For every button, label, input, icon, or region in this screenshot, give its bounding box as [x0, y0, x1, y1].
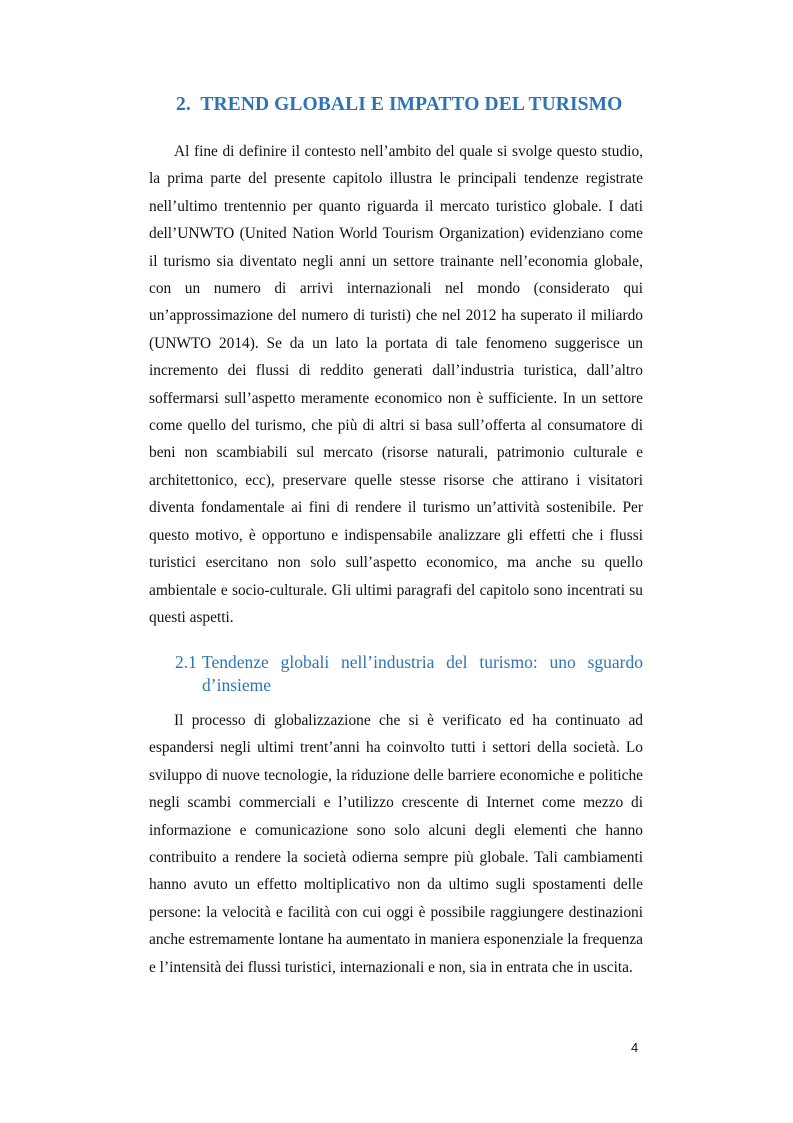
- section-number: 2.1: [175, 652, 197, 672]
- body-paragraph-2: Il processo di globalizzazione che si è verificato ed ha continuato ad espandersi negli ultimi trent’anni ha coinvolto tutti i settori della società. Lo sviluppo di nuove tecnologie, la riduzione delle barriere economiche e politiche negli scambi commerciali e l’utilizzo crescente di Internet come mezzo di informazione e comunicazione sono solo alcuni degli elementi che hanno contribuito a rendere la società odierna sempre più globale. Tali cambiamenti hanno avuto un effetto moltiplicativo non da ultimo sugli spostamenti delle persone: la velocità e facilità con cui oggi è possibile raggiungere destinazioni anche estremamente lontane ha aumentato in maniera esponenziale la frequenza e l’intensità dei flussi turistici, internazionali e non, sia in entrata che in uscita.: [149, 712, 643, 976]
- page-number: 4: [631, 1040, 639, 1055]
- section-heading: [175, 651, 643, 697]
- body-paragraph-1: Al fine di definire il contesto nell’ambito del quale si svolge questo studio, la prima parte del presente capitolo illustra le principali tendenze registrate nell’ultimo trentennio per quanto riguarda il mercato turistico globale. I dati dell’UNWTO (United Nation World Tourism Organization) evidenziano come il turismo sia diventato negli anni un settore trainante nell’economia globale, con un numero di arrivi internazionali nel mondo (considerato qui un’approssimazione del numero di turisti) che nel 2012 ha superato il miliardo (UNWTO 2014). Se da un lato la portata di tale fenomeno suggerisce un incremento dei flussi di reddito generati dall’industria turistica, dall’altro soffermarsi sull’aspetto meramente economico non è sufficiente. In un settore come quello del turismo, che più di altri si basa sull’offerta al consumatore di beni non scambiabili sul mercato (risorse naturali, patrimonio culturale e architettonico, ecc), preservare quelle stesse risorse che attirano i visitatori diventa fondamentale ai fini di rendere il turismo un’attività sostenibile. Per questo motivo, è opportuno e indispensabile analizzare gli effetti che i flussi turistici esercitano non solo sull’aspetto economico, ma anche su quello ambientale e socio-culturale. Gli ultimi paragrafi del capitolo sono incentrati su questi aspetti.: [149, 143, 643, 626]
- chapter-title: 2. TREND GLOBALI E IMPATTO DEL TURISMO: [176, 94, 623, 115]
- section-title: Tendenze globali nell’industria del turismo: uno sguardo d’insieme: [202, 652, 643, 695]
